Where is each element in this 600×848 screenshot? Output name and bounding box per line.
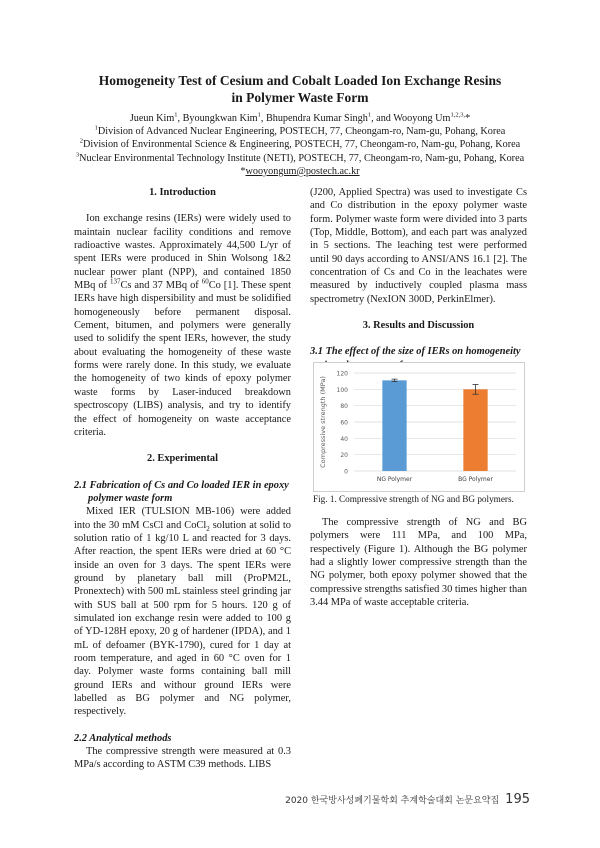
text-run: Ion exchange resins (IERs) were widely used to maintain nuclear facility conditions and remove radioactive wastes. Approximately 44,500 L/yr of spent IERs were produced in Shin Wolsong 1&2 nuclear power plant (NPP), and contained 1850 MBq of [74, 213, 291, 292]
y-axis-label: Compressive strength (MPa) [319, 376, 327, 468]
affil-sup: 3 [75, 151, 80, 159]
isotope-sup: 137 [109, 277, 121, 286]
author-affil-sup: 1 [367, 111, 372, 119]
author-name: Jueun Kim [129, 113, 175, 124]
text-run: Mixed IER (TULSION MB-106) were added into the 30 mM CsCl and CoCl [74, 506, 291, 531]
section-heading-results: 3. Results and Discussion [362, 320, 475, 332]
author-affil-sup: 1 [174, 111, 178, 119]
author-line [60, 112, 540, 125]
affiliation-1 [60, 125, 540, 138]
results-paragraph: The compressive strength of NG and BG polymers were 111 MPa, and 100 MPa, respectively (Figure 1). Although the BG polymer had a slightly lower compressive strength than the NG polymer, both epoxy polymer showed that the compressive strengths satisfied 30 times higher than 3.44 MPa of waste acceptable criteria. [310, 517, 528, 609]
text-run: Co [1]. These spent IERs have high dispersibility and must be solidified homogeneously before permanent disposal. Cement, bitumen, and polymers were generally used to solidify the spent IERs, however, the study about evaluating the homogeneity of these waste forms were rarely done. In this study, we evaluate the homogeneity of two kinds of epoxy polymer waste forms by Laser-induced breakdown spectroscopy (LIBS) analysis, and try to identify the effect of homogeneity on waste acceptance criteria. [74, 280, 292, 438]
x-tick-label: NG Polymer [376, 476, 413, 483]
affiliation-3 [48, 152, 552, 165]
subsection-heading-homogeneity: 3.1 The effect of the size of IERs on homogeneity [310, 346, 521, 358]
title-line-2: in Polymer Waste Form [231, 90, 369, 105]
y-tick-label: 60 [340, 419, 348, 427]
affil-text: Nuclear Environmental Technology Institute (NETI), POSTECH, 77, Cheongam-ro, Nam-gu, Pohang, Korea [79, 152, 525, 164]
author-name: , Bhupendra Kumar Singh [260, 113, 368, 124]
y-tick-label: 40 [340, 435, 348, 443]
text-run: Cs and 37 MBq of [120, 280, 202, 292]
author-affil-sup: 1,2,3, [450, 111, 466, 119]
figure-1-caption: Fig. 1. Compressive strength of NG and BG polymers. [313, 494, 514, 504]
subsection-heading-analytical: 2.2 Analytical methods [74, 732, 172, 744]
chem-sub: 2 [206, 524, 210, 533]
text-run: solution at solid to solution ratio of 1 kg/10 L and reacted for 3 days. After reaction, the spent IERs were dried at 60 °C inside an oven for 3 days. The spent IERs were ground by planetary ball mill (ProPM2L, Pronextech) with 500 mL stainless steel grinding jar with SUS ball at 500 rpm for 5 hours. 120 g of simulated ion exchange resin were added to 100 g of YD-128H epoxy, 20 g of hardener (IPDA), and 1 mL of defoamer (BYK-1790), cured for 1 day at room temperature, and aged in 60 °C oven for 1 day. Polymer waste forms containing ball mill ground IERs and withour ground IERs were labelled as BG polymer and NG polymer, respectively. [74, 519, 291, 718]
author-name: , Byoungkwan Kim [177, 113, 258, 124]
x-tick-label: BG Polymer [458, 476, 493, 483]
author-block [60, 112, 540, 178]
section-heading-introduction: 1. Introduction [149, 187, 216, 198]
analytical-paragraph: The compressive strength were measured at 0.3 MPa/s according to ASTM C39 methods. LIBS [74, 746, 291, 771]
affil-sup: 2 [79, 138, 84, 146]
fabrication-paragraph [74, 505, 291, 719]
corresponding-star: * [465, 113, 471, 124]
page-number: 195 [505, 792, 530, 807]
y-tick-label: 0 [344, 468, 348, 476]
affil-text: Division of Environmental Science & Engineering, POSTECH, 77, Cheongam-ro, Nam-gu, Pohang, Korea [83, 139, 521, 151]
author-affil-sup: 1 [257, 111, 261, 119]
title-line-1: Homogeneity Test of Cesium and Cobalt Loaded Ion Exchange Resins [98, 73, 502, 88]
affiliation-2 [60, 138, 540, 151]
left-column [74, 186, 291, 772]
y-tick-label: 80 [340, 403, 348, 411]
page-footer [285, 792, 530, 807]
y-tick-label: 20 [340, 452, 348, 460]
results-paragraph-block [310, 516, 527, 609]
paper-title [60, 72, 540, 106]
right-column [310, 186, 527, 372]
email-link[interactable]: wooyongum@postech.ac.kr [245, 165, 360, 177]
email-star: * [240, 165, 246, 177]
bar [382, 380, 406, 471]
figure-1-chart [313, 362, 525, 492]
bar [463, 389, 487, 471]
subsection-heading-fabrication: 2.1 Fabrication of Cs and Co loaded IER in epoxy polymer waste form [74, 479, 289, 504]
y-tick-label: 120 [336, 370, 348, 378]
affil-text: Division of Advanced Nuclear Engineering, POSTECH, 77, Cheongam-ro, Nam-gu, Pohang, Korea [97, 126, 506, 138]
affil-sup: 1 [94, 124, 98, 132]
y-tick-label: 100 [336, 386, 348, 394]
email-line [60, 165, 540, 178]
author-name: , and Wooyong Um [371, 113, 451, 124]
footer-proceedings: 2020 한국방사성폐기물학회 추계학술대회 논문요약집 [285, 796, 500, 806]
intro-paragraph [74, 212, 291, 439]
bar-chart-svg [314, 363, 524, 491]
isotope-sup: 60 [201, 277, 209, 286]
section-heading-experimental: 2. Experimental [147, 453, 218, 465]
analytical-paragraph-continued: (J200, Applied Spectra) was used to investigate Cs and Co distribution in the epoxy polymer waste form. Polymer waste form were divided into 3 parts (Top, Middle, Bottom), and each part was analyzed in 5 sections. The leaching test were performed until 90 days according to ANSI/ANS 16.1 [2]. The concentration of Cs and Co in the leachates were measured by inductively coupled plasma mass spectrometry (NexION 300D, PerkinElmer). [310, 187, 527, 305]
